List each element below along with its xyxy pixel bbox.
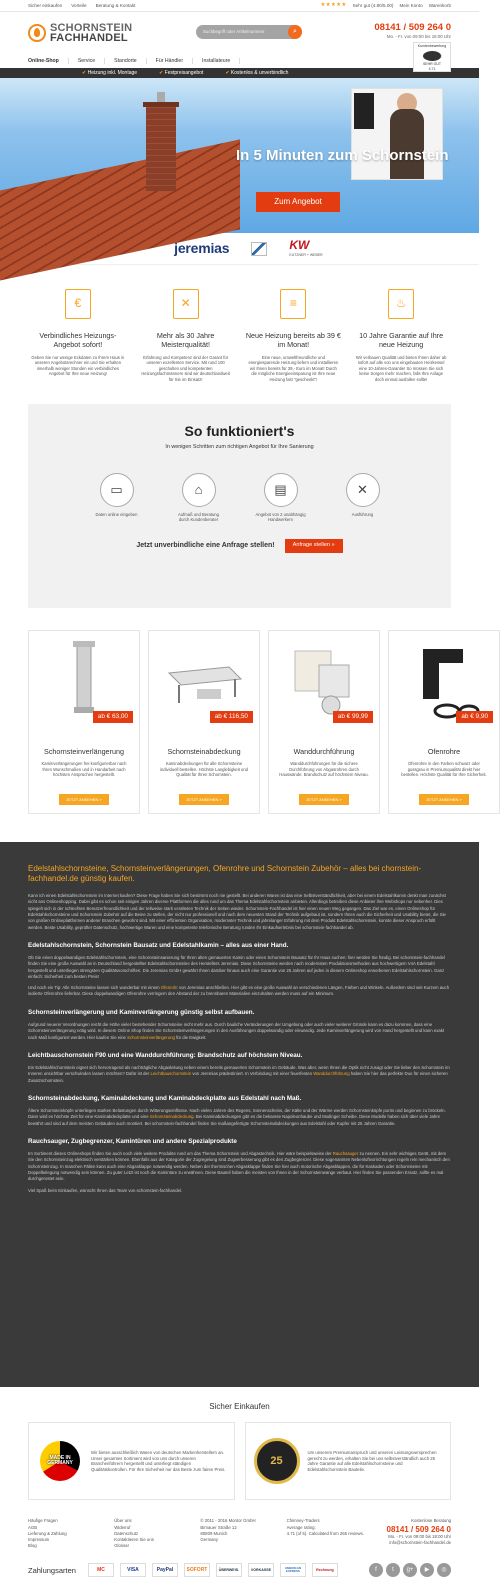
seo-section [0,842,479,1387]
usp-item: ✔ Heizung inkl. Montage [82,70,137,77]
how-subtitle: In wenigen Schritten zum richtigen Angebot für Ihre Sanierung [165,444,314,451]
trust-text: Wir bieten ausschließlich Waren von deutschen Markenherstellern an. Unser gesamtes Sortiment wird von uns durch unseren Branchenführern hergestellt und unterliegt ständigen Qualitätskontrollen. Für Ihre Sicherheit nur das Beste zum fairen Preis. [91,1450,226,1473]
product-card[interactable] [388,630,500,814]
product-name[interactable]: Wanddurchführung [293,747,355,757]
product-grid [0,608,488,842]
opening-hours: Mo. - Fr. von 09:00 bis 18:00 Uhr [386,34,451,40]
seo-paragraph: Und noch ein Tip: Alle Schornsteine lassen sich wunderbar mit einem Ofenrohr von Jeremias anschließen. Hier gibt es eine große Auswahl an verschiedenen Längen, Farben und Winkeln. Außerdem sind seit Kurzem auch isolierte Ofenrohre lieferbar. Diese doppelwandigen Ofenrohre verringern den Abstand der zu brennbaren Materialien einzuhalten werden muss auf ein Minimum. [28,985,450,997]
top-link-secure[interactable]: Sicher einkaufen [28,2,63,8]
product-card[interactable] [28,630,140,814]
seo-paragraph: Ein Edelstahlschornstein eignet sich hervorragend als nachträgliche Abgasleitung neben einem bereits gemauerten Schornstein im Gebäude. Was aber, wenn Ihnen die Optik nicht zusagt oder Sie lieber den Schornstein im Inneren unsichtbar verschwinden lassen möchten? Dafür ist der Leichtbauschornstein von Jeremias prädestiniert. In Verbindung mit einer feuerfesten Wanddurchführung haben Sie hier das perfekte Duo für einen sicheren Zusatzschornstein. [28,1065,450,1083]
advisor-photo [351,88,443,180]
request-row [28,539,451,553]
seo-link[interactable]: Schornsteinverlängerung [127,1034,175,1040]
price-badge: ab € 99,99 [333,711,373,723]
advisor-body [390,109,424,179]
trust-text: Um unserem Premiumanspruch und unseren Leistungsversprechen gerecht zu werden, erhalten Sie bei uns selbstverständlich auch 25 Jahre Garantie auf alle Edelstahlschornsteine und Edelstahlschornstein Bauteile. [307,1450,437,1473]
footer-phone[interactable]: 08141 / 509 264 0 [386,1524,452,1534]
footer-hours: Mo. - Fr. von 09:00 bis 18:00 Uhr [388,1533,452,1539]
seo-title: Edelstahlschornsteine, Schornsteinverlängerungen, Ofenrohre und Schornstein Zubehör – alles bei chornstein-fachhandel.de günstig kaufen. [28,864,422,884]
feature-title: Neue Heizung bereits ab 39 € im Monat! [245,331,341,349]
tools-icon: ✕ [173,289,199,319]
features [0,265,479,404]
seo-heading: Rauchsauger, Zugbegrenzer, Kamintüren und andere Spezialprodukte [28,1137,237,1145]
nav-locations[interactable]: Standorte [105,58,147,65]
price-badge: ab € 116,50 [210,711,253,723]
top-link-contact[interactable]: Beratung & Kontakt [95,2,136,8]
footer-link[interactable]: Widerruf [114,1524,131,1530]
nav-service[interactable]: Service [69,58,105,65]
mastercard-icon: MC [88,1563,114,1577]
visa-icon: VISA [120,1563,146,1577]
phone-number[interactable]: 08141 / 509 264 0 [374,22,451,33]
product-text: Wanddurchführungen für die sichere Durchführung von Abgasrohren durch Hauswände. Brandschutz auf höchstem Niveau. [279,761,369,777]
view-button[interactable]: JETZT ANSEHEN » [59,794,109,805]
feature-text: Eine neue, umweltfreundliche und energiesparende Heizung liefern und installieren wir Ihnen bereits für 39,- Euro im Monat! Durch die mögliche Energieeinsparung ist Ihre neue Heizung fast "geschenkt"! [248,355,339,382]
trust-boxes [0,1422,479,1500]
footer-link[interactable]: Glossar [114,1543,130,1549]
laptop-icon: ▭ [100,473,134,507]
footer-contact [373,1518,451,1549]
footer-link[interactable]: Über uns [114,1518,132,1524]
product-text: Ofenrohre in den Farben schwarz oder gussgrau in Premiumqualität direkt hier bestellen. Höchste Qualität für Ihre Sicherheit. [401,761,487,777]
product-name[interactable]: Schornsteinabdeckung [167,747,241,757]
product-image[interactable] [269,631,379,731]
seo-link[interactable]: Schornsteinabdeckung [149,1114,194,1120]
nav-online-shop[interactable]: Online-Shop [28,58,69,65]
certificate-image [354,93,374,129]
product-image[interactable] [389,631,499,731]
kw-logo[interactable]: KW KUTZNER + WEBER [289,237,323,258]
main-nav [0,44,479,71]
payment-row [0,1549,479,1577]
trust-box-warranty [245,1422,452,1500]
tools-icon: ✕ [346,473,380,507]
feature-text: Wir verbauen Qualität und bieten Ihnen daher ab sofort auf alle von uns eingebauten Heizkessel eine 10-Jahres-Garantie! So müssen Sie sich keine Sorgen mehr machen, falls Ihre Anlage doch einmal ausfallen sollte! [355,355,447,382]
footer-link[interactable]: Datenschutz [114,1530,139,1536]
youtube-icon[interactable]: ▶ [420,1563,434,1577]
step-2 [173,473,225,522]
trust-box-made-in-germany [28,1422,235,1500]
amex-icon: AMERICAN EXPRESS [280,1563,306,1577]
hero-banner [0,78,479,233]
price-badge: ab € 9,90 [456,711,493,723]
product-image[interactable] [29,631,139,731]
seo-heading: Edelstahlschornstein, Schornstein Bausatz und Edelstahlkamin – alles aus einer Hand. [28,941,289,949]
usp-bar [0,68,479,78]
logo[interactable] [28,23,132,43]
price-badge: ab € 63,00 [93,711,133,723]
warranty-seal-icon: 25 [254,1438,300,1484]
brand-logo-icon[interactable] [251,242,267,256]
footer [0,1500,479,1549]
step-1 [91,473,143,522]
feature-title: 10 Jahre Garantie auf Ihre neue Heizung [359,331,444,349]
seo-heading: Leichtbauschornstein F90 und eine Wanddurchführung: Brandschutz auf höchstem Niveau. [28,1051,303,1059]
footer-link[interactable]: Häufige Fragen [28,1518,58,1524]
feature-quality [136,289,236,382]
made-in-germany-icon: MADE IN GERMANY [37,1438,83,1484]
badge-score: 4.71 [428,66,436,71]
jeremias-logo[interactable]: jeremias [174,240,230,257]
document-icon: ≡ [280,289,306,319]
house-icon: ⌂ [182,473,216,507]
feature-title: Mehr als 30 Jahre Meisterqualität! [156,331,215,349]
how-it-works [28,404,451,608]
usp-item: ✔ Kostenlos & unverbindlich [225,70,288,77]
payment-label: Zahlungsarten [28,1565,76,1575]
top-link-advantages[interactable]: Vorteile [71,2,87,8]
step-label: Daten online eingeben [95,512,138,518]
hero-cta-button[interactable]: Zum Angebot [256,192,340,212]
feature-text: Geben Sie nur wenige Eckdaten zu Ihrem Haus in unseren Angebotsrechner ein und Sie erhalten innerhalb weniger Stunden ein verbindliches Angebot für Ihre neue Heizung! [31,355,125,377]
request-text: Jetzt unverbindliche eine Anfrage stellen! [136,542,275,550]
product-name[interactable]: Ofenrohre [427,747,461,757]
document-icon: ▤ [264,473,298,507]
footer-rating: Chimney-Traders Average rating: 4.71 (of 5). Calculated from 265 reviews. [286,1518,364,1536]
seo-paragraph: Im Sortiment dieses Onlineshops finden Sie auch noch viele weitere Produkte rund um das Thema Schornstein und Abgastechnik. Hier wäre beispielsweise der Rauchsauger zu nennen. Ein sehr wichtiges Gerät, mit dem Sie den Schornsteinzug elektrisch verstärken können. Ebenfalls aus der Kategorie der Zugregelung sind Zugverbesserung gibt es den Zugbegrenzer. Diese sogenannten Nebenluftvorrichtungen regeln rein mechanisch den Schornsteinzug. In manchen Fällen kann auch eine Abgasklappe notwendig werden. Neben der thermischen Abgasklappe finden Sie hier auch motorische Abgasklappen, die für Kaskaden oder Schornsteine mit Doppelbelegung notwendig sein können. Zu guter Letzt ist noch die Kamintüre zu erwähnen. Diese Bauteil haben die meisten von Ihnen in der Schornsteinwange verbaut. Hier finden Sie passenden Ersatz, sollte es mal durchgerostet sein. [28,1151,450,1182]
seo-paragraph: Ältere Schornsteinköpfe unterliegen starken Belastungen durch Witterungseinflüsse. Nach vielen Jahren des Regens, Sonnenscheins, der Kälte und der Wärme werden Schornsteinköpfe porös und beginnen zu bröckeln. Dann wird es höchste Zeit für eine Kaminabdeckplatte und eine Schornsteinabdeckung. Bei Kaminabdeckungen gibt es die bekannte Napoleonhaube und Modinger Scheibe. Diese Modelle haben sich über viele Jahre bewährt und sind auf dem meisten Gebäuden auch montiert. Bei schornstein-fachhandel finden Sie maßangefertigte Schornsteinabdeckungen aus Edelstahl oder Kupfer mit 25 Jahren Garantie. [28,1108,446,1126]
nav-dealers[interactable]: Für Händler [147,58,193,65]
flame-logo-icon [28,24,46,42]
footer-link[interactable]: Blog [28,1543,37,1549]
steps [28,473,451,522]
footer-link[interactable]: AGB [28,1524,38,1530]
facebook-icon[interactable]: f [369,1563,383,1577]
footer-col-2 [114,1518,192,1549]
paypal-icon: PayPal [152,1563,178,1577]
seo-link[interactable]: Leichtbauschornstein [150,1071,192,1077]
footer-col-1 [28,1518,106,1549]
seo-link[interactable]: Ofenrohr [160,985,178,991]
footer-address: © 2011 - 2016 Montor GmbH Birnauer Straße 12 80809 Munich Germany [200,1518,256,1543]
footer-link[interactable]: Kontaktieren Sie uns [114,1537,154,1543]
cart-link[interactable]: Warenkorb [428,2,451,8]
footer-link[interactable]: Impressum [28,1537,50,1543]
product-image[interactable] [149,631,259,731]
footer-hotline: Kostenlose Beratung [411,1518,452,1524]
sofort-icon: SOFORT [184,1563,210,1577]
instagram-icon[interactable]: ◎ [437,1563,451,1577]
secure-title: Sicher Einkaufen [209,1402,270,1412]
flame-icon: ♨ [388,289,414,319]
rating-badge[interactable] [413,42,451,72]
feature-warranty [351,289,451,382]
top-bar [0,0,479,12]
step-4 [337,473,389,522]
view-button[interactable]: JETZT ANSEHEN » [419,794,469,805]
top-links [28,3,135,9]
seo-paragraph: Ob Sie einen doppelwandigen Edelstahlschornstein, eine Schornsteinsanierung für Ihren alten gemauerten Kamin oder einen Schornstein Bausatz für Ihr Haus suchen: hier werden Sie fündig. Bei schornstein-fachhandel finden Sie eine große Auswahl an in Deutschland hergestellter Edelstahlschornsteine des Herstellers Jeremias. Diese Schornsteine werden nach modernsten Produktionsmethoden aus hochwertigem V4A Edelstahl hergestellt und unterliegen strengsten Qualitätsvorschriften. Die Jeremias GmbH gewährt Ihnen darüber hinaus auch eine Garantie von 25 Jahren auf jeden in diesem Onlineshop erworbenen Edelstahlschornstein. Ganz einfach: Sicherheit zum besten Preis! [28,954,445,979]
step-label: Ausführung [351,512,374,518]
offer-icon: € [65,289,91,319]
seo-paragraph: Kann ich einen Edelstahlschornstein im Internet kaufen? Diese Frage haben Sie sich bestimmt noch nie gestellt. Bei anderen Waren ist das eine Selbstverständlichkeit, aber bei einem Edelstahlkamin denkt man zunächst nicht ans Onlineshopping. Dabei gibt es schon seit einigen Jahren diverse Plattformen die alles rund um das Thema Edelstahlschornstein anbieten. Allerdings betreiben diese Anbieter ihre Webshops nur nebenher. Dies spiegelt sich in der schlechten Benutzerfreundlichkeit und der teilweise stark veralteten Technik der Seiten wieder. Schornstein-Fachhandel ist hier einen neuen Weg gegangen. Das Ziel war es, einen Onlineshop für Edelstahlschornsteine und Schornstein Zubehör auf die Beine zu stellen, der nicht nur professionell und nach dem neuesten Stand der Technik aufgebaut ist, sondern Ihnen auch die Sicherheit und Usability bietet, die Sie von großen Onlineplattformen anderer Branchen gewohnt sind. Mit einer effizienten Organisation, modernster Technik und jahrelanger Erfahrung mit dem Produkt Edelstahlschornstein, konnte dieser Anspruch erfüllt werden. Beste Usability, geprüfter Datenschutz, hochwertige Waren und eine kompetente telefonische Beratung runden Ihr Einkaufserlebnis bei schornstein-fachhandel ab. [28,893,446,930]
feature-offer [28,289,128,382]
product-card[interactable] [148,630,260,814]
seo-heading: Schornsteinverlängerung und Kaminverlängerung günstig selbst aufbauen. [28,1008,255,1016]
step-label: Angebot von 2 unabhängig Handwerkern [255,512,306,523]
request-button[interactable]: Anfrage stellen » [285,539,343,553]
search-input[interactable] [196,25,302,39]
social-links [369,1563,451,1577]
logo-line2: FACHHANDEL [50,32,128,44]
footer-link[interactable]: Lieferung & Zahlung [28,1530,67,1536]
phone-block [374,22,451,40]
badge-seal-icon [423,51,442,61]
seo-paragraph: Viel Spaß beim Einkaufen, wünscht Ihnen das Team von schornstein-fachhandel. [28,1187,183,1193]
header [0,12,479,54]
view-button[interactable]: JETZT ANSEHEN » [299,794,349,805]
invoice-icon: Rechnung [312,1563,338,1577]
step-3 [255,473,307,522]
logo-line1: SCHORNSTEIN [50,22,133,34]
google-plus-icon[interactable]: g+ [403,1563,417,1577]
product-text: Kaminabdeckungen für alle Schornsteine individuell bestellen. Höchste Langlebigkeit und Qualität für Ihren Schornstein. [160,761,248,777]
hero-title: In 5 Minuten zum Schornstein [236,147,449,164]
seo-link[interactable]: Wanddurchführung [313,1071,350,1077]
account-link[interactable]: Mein Konto [399,2,423,8]
chimney-image [146,106,176,191]
seo-paragraph: Aufgrund neuerer Verordnungen reicht die Höhe vieler bestehender Schornsteine nicht mehr aus. Durch bauliche Veränderungen der Umgebung oder auch vieler weiterer Gründe kann es dazu kommen, dass eine Schornsteinverlängerung nötig wird. In diesem Online Shop finden Sie Schornsteinverlängerungen in den Ausführungen doppelwandig oder einwandig. Jede Kaminverlängerung wird von Hand hergestellt und kann exakt nach Maß konfiguriert werden. Hier kaufen Sie eine Schornsteinverlängerung für die Ewigkeit. [28,1021,445,1040]
seo-link[interactable]: Rauchsauger [332,1151,359,1157]
prepayment-icon: VORKASSE [248,1563,274,1577]
twitter-icon[interactable]: t [386,1563,400,1577]
feature-title: Verbindliches Heizungs-Angebot sofort! [39,331,117,349]
search-button[interactable]: ⌕ [288,25,302,39]
product-card[interactable] [268,630,380,814]
rating-stars-icon: ★★★★★ [320,1,347,8]
product-name[interactable]: Schornsteinverlängerung [44,747,124,757]
badge-label: SEHR GUT [422,62,442,67]
product-text: Kaminverlängerungen frei konfigurierbar nach Ihren Wunschmaßen und in Handarbeit nach höchsten Ansprüchen hergestellt. [41,761,127,777]
search-placeholder: Suchbegriff oder Artikelnummer [203,29,265,35]
feature-price [244,289,344,382]
how-title: So funktioniert's [184,423,295,440]
usp-item: ✔ Festpreisangebot [159,70,203,77]
view-button[interactable]: JETZT ANSEHEN » [179,794,229,805]
rating-text: Sehr gut (4.80/5.00) [352,2,394,8]
seo-heading: Schornsteinabdeckung, Kaminabdeckung und Kaminabdeckplatte aus Edelstahl nach Maß. [28,1094,302,1102]
transfer-icon: ÜBERWEIS. [216,1563,242,1577]
badge-title: Kundenbewertung [417,44,447,48]
step-label: Aufmaß und Beratung durch Kundenberater [178,512,219,523]
footer-email[interactable]: info@schornstein-fachhandel.de [389,1540,452,1546]
feature-text: Erfahrung und Kompetenz sind der Garant für unseren exzellenten Service. Mit rund 100 geschulten und kompetenten Heizungsfachmännern sind wir deutschlandweit für Sie im Einsatz! [141,355,230,382]
nav-installers[interactable]: Installateure [193,58,240,65]
